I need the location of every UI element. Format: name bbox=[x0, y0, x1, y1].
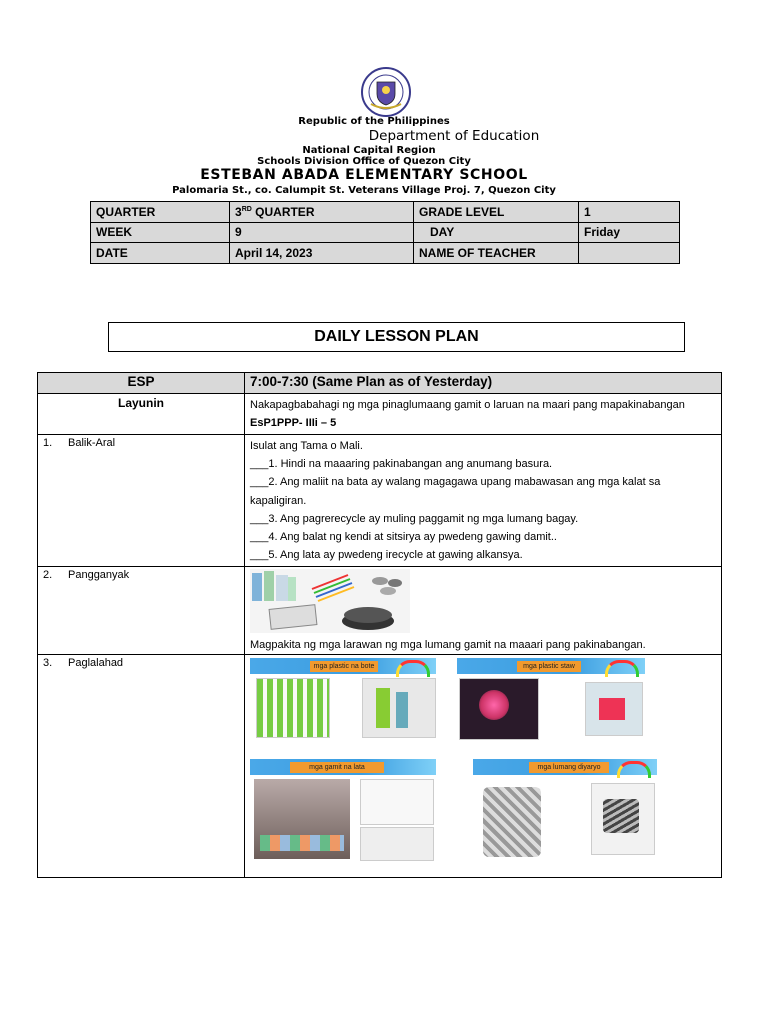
subject-cell: ESP bbox=[38, 373, 245, 394]
list-item: ___1. Hindi na maaaring pakinabangan ang anumang basura. bbox=[250, 458, 553, 471]
objective-cell bbox=[245, 394, 722, 435]
row-balik-aral-label: 1. Balik-Aral bbox=[38, 435, 245, 567]
grade-level-label: GRADE LEVEL bbox=[414, 202, 579, 223]
deped-seal-logo bbox=[357, 66, 415, 118]
tin-cans-image: mga gamit na lata bbox=[250, 759, 436, 861]
row-paglalahad-label: 3. Paglalahad bbox=[38, 655, 245, 878]
time-cell: 7:00-7:30 (Same Plan as of Yesterday) bbox=[245, 373, 722, 394]
row-paglalahad-content bbox=[245, 655, 722, 878]
objective-code: EsP1PPP- IIIi – 5 bbox=[250, 417, 337, 429]
school-name: ESTEBAN ABADA ELEMENTARY SCHOOL bbox=[200, 167, 528, 183]
school-address: Palomaria St., co. Calumpit St. Veterans Village Proj. 7, Quezon City bbox=[172, 185, 556, 196]
week-value: 9 bbox=[230, 222, 414, 243]
day-label: DAY bbox=[414, 222, 579, 243]
list-item: ___5. Ang lata ay pwedeng irecycle at gawing alkansya. bbox=[250, 549, 523, 562]
republic-line: Republic of the Philippines bbox=[298, 116, 450, 127]
old-newspapers-image: mga lumang diyaryo bbox=[473, 759, 657, 861]
list-item: Isulat ang Tama o Mali. bbox=[250, 440, 363, 452]
pangganyak-text: Magpakita ng mga larawan ng mga lumang gamit na maaari pang pakinabangan. bbox=[250, 639, 646, 652]
week-label: WEEK bbox=[91, 222, 230, 243]
recyclables-picture bbox=[250, 569, 410, 633]
list-item: ___2. Ang maliit na bata ay walang magagawa upang mabawasan ang mga kalat sa bbox=[250, 476, 661, 489]
row-pangganyak-label: 2. Pangganyak bbox=[38, 567, 245, 655]
objective-label: Layunin bbox=[38, 394, 245, 435]
plastic-bottles-image: mga plastic na bote bbox=[250, 658, 436, 740]
teacher-label: NAME OF TEACHER bbox=[414, 243, 579, 264]
info-table bbox=[90, 201, 680, 264]
list-item: ___3. Ang pagrerecycle ay muling paggamit ng mga lumang bagay. bbox=[250, 512, 579, 525]
day-value: Friday bbox=[579, 222, 680, 243]
quarter-value: 3RD QUARTER bbox=[230, 202, 414, 223]
quarter-label: QUARTER bbox=[91, 202, 230, 223]
division-line: Schools Division Office of Quezon City bbox=[257, 156, 471, 167]
department-line: Department of Education bbox=[368, 128, 540, 144]
date-value: April 14, 2023 bbox=[230, 243, 414, 264]
list-item: kapaligiran. bbox=[250, 494, 307, 507]
row-balik-aral-content bbox=[245, 435, 722, 567]
row-pangganyak-content bbox=[245, 567, 722, 655]
grade-level-value: 1 bbox=[579, 202, 680, 223]
teacher-value bbox=[579, 243, 680, 264]
list-item: ___4. Ang balat ng kendi at sitsirya ay pwedeng gawing damit.. bbox=[250, 531, 557, 544]
date-label: DATE bbox=[91, 243, 230, 264]
objective-text: Nakapagbabahagi ng mga pinaglumaang gamit o laruan na maari pang mapakinabangan bbox=[250, 399, 685, 411]
lesson-plan-title: DAILY LESSON PLAN bbox=[108, 322, 685, 352]
region-line: National Capital Region bbox=[302, 145, 436, 156]
plastic-straw-image: mga plastic staw bbox=[457, 658, 645, 740]
lesson-table bbox=[37, 372, 722, 878]
